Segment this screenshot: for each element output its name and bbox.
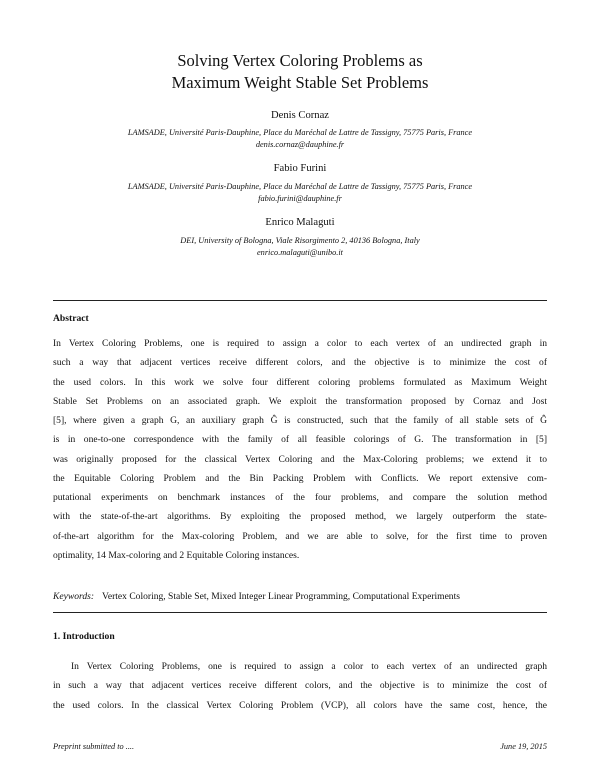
title-line-1: Solving Vertex Coloring Problems as [177,51,423,70]
author-affiliation: DEI, University of Bologna, Viale Risorgimento 2, 40136 Bologna, Italy [180,236,420,245]
introduction-body [53,657,547,715]
author-name: Fabio Furini [273,163,327,174]
author-affiliation: LAMSADE, Université Paris-Dauphine, Place du Maréchal de Lattre de Tassigny, 75775 Paris, France [127,182,473,191]
author-name: Denis Cornaz [271,110,329,121]
abstract-line: of-the-art algorithm for the Max-coloring Problem, and we are able to solve, for the first time to proven [53,530,547,542]
abstract-bottom-rule [53,612,547,613]
abstract-line: Stable Set Problems on an associated graph. We exploit the transformation proposed by Cornaz and Jost [53,395,547,407]
keywords [53,591,547,602]
author-affiliation: LAMSADE, Université Paris-Dauphine, Place du Maréchal de Lattre de Tassigny, 75775 Paris, France [127,128,473,137]
abstract-body [53,334,547,565]
keywords-label: Keywords: [53,591,95,602]
abstract-line: putational experiments on benchmark instances of the four problems, and compare the solution method [53,492,547,503]
paper-title [0,50,600,94]
abstract-line: [5], where given a graph G, an auxiliary graph Ĝ is constructed, such that the family of all stable sets of Ĝ [53,415,547,426]
keywords-text: Vertex Coloring, Stable Set, Mixed Integer Linear Programming, Computational Experiments [102,591,460,602]
introduction-line: in such a way that adjacent vertices receive different colors, and the objective is to minimize the cost of [53,680,547,692]
abstract-line: the used colors. In this work we solve four different coloring problems formulated as Maximum Weight [53,376,547,388]
abstract-line: optimality, 14 Max-coloring and 2 Equitable Coloring instances. [53,549,300,561]
introduction-line: the used colors. In the classical Vertex Coloring Problem (VCP), all colors have the same cost, hence, the [53,699,547,711]
introduction-line: In Vertex Coloring Problems, one is required to assign a color to each vertex of an undirected graph [71,661,547,672]
abstract-heading: Abstract [53,313,89,324]
author-email: enrico.malaguti@unibo.it [257,248,343,257]
footer-date: June 19, 2015 [500,742,547,751]
author-email: denis.cornaz@dauphine.fr [255,140,345,149]
abstract-top-rule [53,300,547,301]
title-line-2: Maximum Weight Stable Set Problems [171,73,429,92]
author-email: fabio.furini@dauphine.fr [258,194,342,203]
abstract-line: the Equitable Coloring Problem and the Bin Packing Problem with Conflicts. We report extensive com- [53,472,547,484]
author-name: Enrico Malaguti [265,217,335,228]
section-heading-introduction: 1. Introduction [53,631,115,642]
abstract-line: with the state-of-the-art algorithms. By exploiting the proposed method, we largely outperform the state- [53,511,547,523]
footer-preprint: Preprint submitted to .... [53,742,135,751]
abstract-line: such a way that adjacent vertices receive different colors, and the objective is to minimize the cost of [53,357,547,369]
abstract-line: In Vertex Coloring Problems, one is required to assign a color to each vertex of an undirected graph in [53,338,547,349]
abstract-line: is in one-to-one correspondence with the family of all feasible colorings of G. The transformation in [5] [53,434,547,446]
abstract-line: was originally proposed for the classical Vertex Coloring and the Max-Coloring problems; we extend it to [53,453,547,465]
